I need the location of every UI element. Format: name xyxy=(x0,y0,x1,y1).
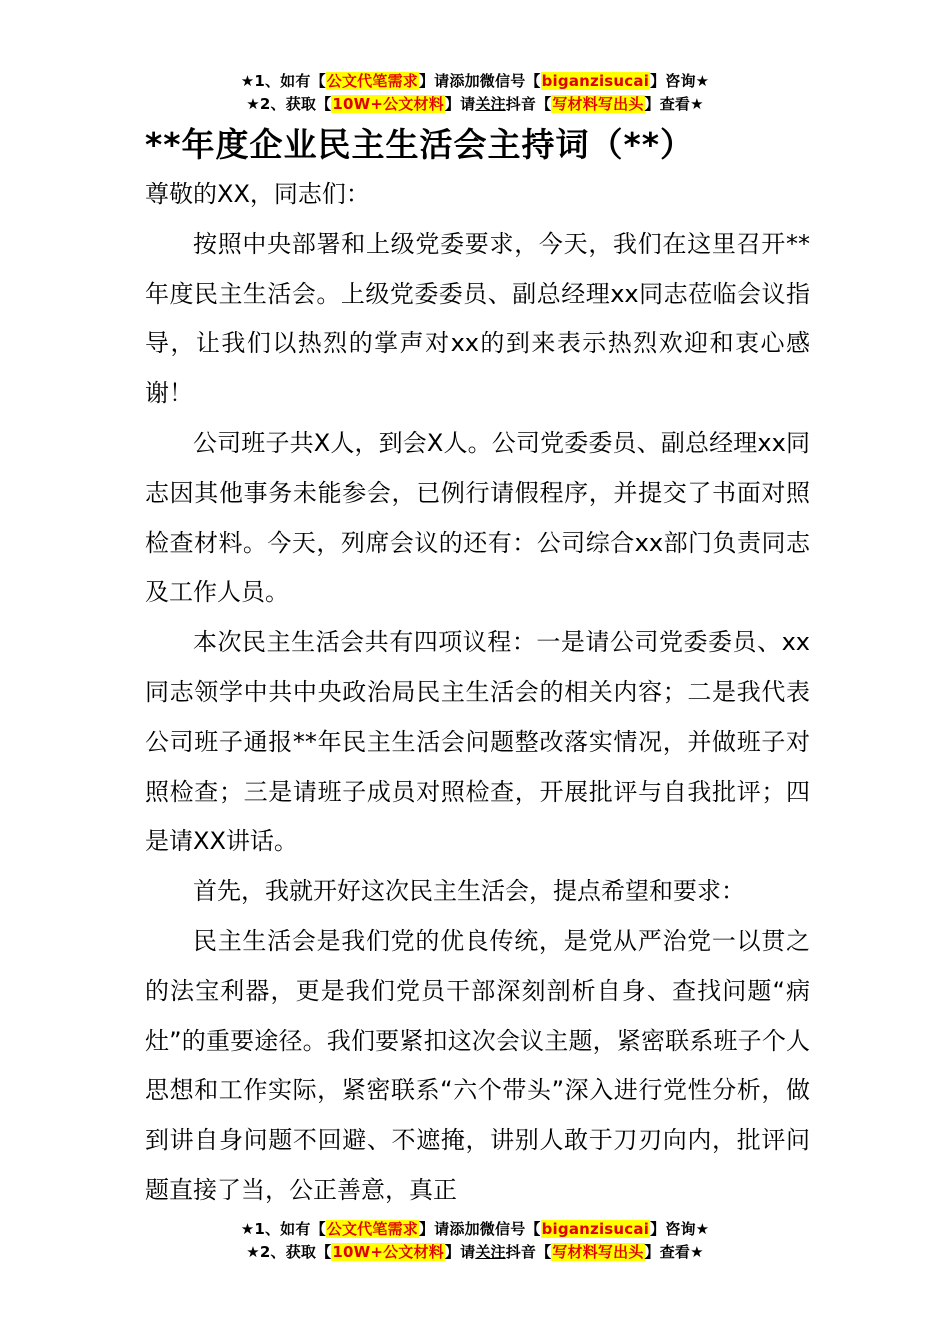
banner-emphasis: 关注 xyxy=(475,95,506,113)
banner-emphasis: 添加 xyxy=(449,72,480,90)
banner-text: ★1、如有【 xyxy=(240,72,326,90)
banner-emphasis: 添加 xyxy=(449,1220,480,1238)
banner-line-1 xyxy=(0,70,950,93)
banner-text: 】查看★ xyxy=(644,1243,704,1261)
paragraph: 公司班子共X人，到会X人。公司党委委员、副总经理xx同志因其他事务未能参会，已例行请假程序，并提交了书面对照检查材料。今天，列席会议的还有：公司综合xx部门负责同志及工作人员。 xyxy=(145,428,810,607)
highlight-materials: 10W+公文材料 xyxy=(332,95,444,113)
paragraph: 按照中央部署和上级党委要求，今天，我们在这里召开**年度民主生活会。上级党委委员、副总经理xx同志莅临会议指导，让我们以热烈的掌声对xx的到来表示热烈欢迎和衷心感谢！ xyxy=(145,229,810,408)
banner-text: 】请 xyxy=(418,72,450,90)
banner-text: 】查看★ xyxy=(644,95,704,113)
header-banner xyxy=(0,70,950,116)
banner-text: 微信号【 xyxy=(479,1220,541,1238)
banner-text: 抖音【 xyxy=(505,95,552,113)
banner-text: ★1、如有【 xyxy=(240,1220,326,1238)
banner-line-1 xyxy=(0,1218,950,1241)
highlight-wechat-id: biganzisucai xyxy=(541,1220,650,1238)
salutation: 尊敬的XX，同志们： xyxy=(145,180,370,208)
banner-line-2 xyxy=(0,1241,950,1264)
banner-emphasis: 关注 xyxy=(475,1243,506,1261)
footer-banner xyxy=(0,1218,950,1264)
banner-text: ★2、获取【 xyxy=(246,1243,332,1261)
highlight-douyin-account: 写材料写出头 xyxy=(552,1243,644,1261)
highlight-ghostwriting: 公文代笔需求 xyxy=(326,1220,418,1238)
paragraph: 本次民主生活会共有四项议程：一是请公司党委委员、xx同志领学中共中央政治局民主生活会的相关内容；二是我代表公司班子通报**年民主生活会问题整改落实情况，并做班子对照检查；三是请班子成员对照检查，开展批评与自我批评；四是请XX讲话。 xyxy=(145,628,810,856)
document-title: **年度企业民主生活会主持词（**） xyxy=(145,125,695,164)
highlight-materials: 10W+公文材料 xyxy=(332,1243,444,1261)
banner-text: 】请 xyxy=(418,1220,450,1238)
paragraph: 首先，我就开好这次民主生活会，提点希望和要求： xyxy=(193,877,745,906)
banner-text: 抖音【 xyxy=(505,1243,552,1261)
highlight-ghostwriting: 公文代笔需求 xyxy=(326,72,418,90)
banner-text: 】请 xyxy=(444,1243,476,1261)
banner-text: 】请 xyxy=(444,95,476,113)
banner-line-2 xyxy=(0,93,950,116)
highlight-wechat-id: biganzisucai xyxy=(541,72,650,90)
document-body xyxy=(145,170,810,1216)
banner-text: 微信号【 xyxy=(479,72,541,90)
paragraph: 民主生活会是我们党的优良传统，是党从严治党一以贯之的法宝利器，更是我们党员干部深刻剖析自身、查找问题“病灶”的重要途径。我们要紧扣这次会议主题，紧密联系班子个人思想和工作实际，紧密联系“六个带头”深入进行党性分析，做到讲自身问题不回避、不遮掩，讲别人敢于刀刃向内，批评问题直接了当，公正善意，真正 xyxy=(145,926,810,1204)
highlight-douyin-account: 写材料写出头 xyxy=(552,95,644,113)
banner-text: ★2、获取【 xyxy=(246,95,332,113)
banner-text: 】咨询★ xyxy=(650,1220,710,1238)
banner-text: 】咨询★ xyxy=(650,72,710,90)
